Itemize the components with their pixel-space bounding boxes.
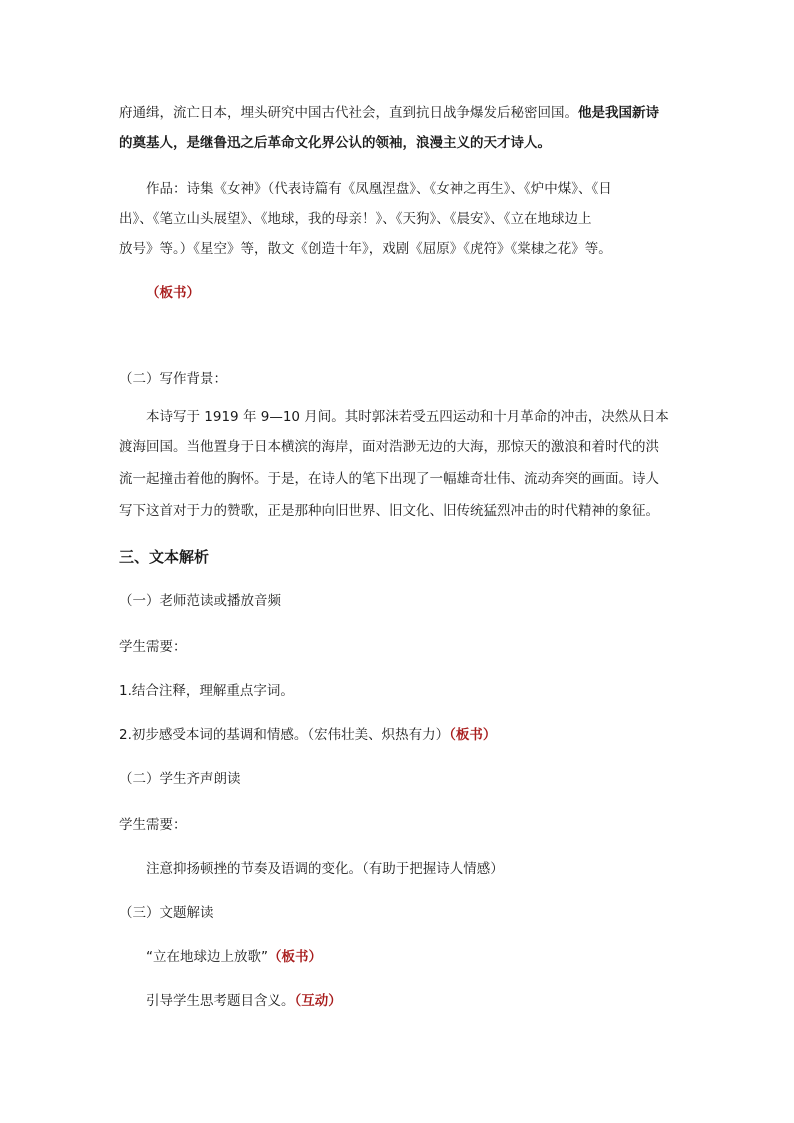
need-item-3: 注意抑扬顿挫的节奏及语调的变化。（有助于把握诗人情感） [146,861,504,877]
guide-text: 引导学生思考题目含义。 [146,993,295,1009]
works-line-3: 放号》等。）《星空》等，散文《创造十年》，戏剧《屈原》《虎符》《棠棣之花》等。 [119,241,612,257]
need-item-2-text: 2.初步感受本词的基调和情感。（宏伟壮美、炽热有力） [119,727,450,743]
background-line-2: 渡海回国。当他置身于日本横滨的海岸，面对浩渺无边的大海，那惊天的激浪和着时代的洪 [119,439,659,455]
works-line-2: 出》、《笔立山头展望》、《地球，我的母亲！》、《天狗》、《晨安》、《立在地球边上 [119,211,592,227]
bio-text: 府通缉，流亡日本，埋头研究中国古代社会，直到抗日战争爆发后秘密回国。 [119,105,578,121]
background-title: （二）写作背景： [119,371,227,387]
need-item-2 [119,725,496,745]
background-line-4: 写下这首对于力的赞歌，正是那种向旧世界、旧文化、旧传统猛烈冲击的时代精神的象征。 [119,503,659,519]
bio-line-2: 的奠基人，是继鲁迅之后革命文化界公认的领袖，浪漫主义的天才诗人。 [119,135,551,151]
need-item-1: 1.结合注释，理解重点字词。 [119,683,294,699]
section-heading: 三、文本解析 [119,548,210,566]
background-line-1: 本诗写于 1919 年 9—10 月间。其时郭沫若受五四运动和十月革命的冲击，决然从日本 [146,409,669,425]
title-quote-line [146,947,322,967]
title-quote: “立在地球边上放歌” [146,949,268,965]
blackboard-note: （板书） [268,949,322,965]
guide-line [146,991,342,1011]
subsection-3-title: （三）文题解读 [119,905,214,921]
bio-line-1 [119,103,659,123]
subsection-2-title: （二）学生齐声朗读 [119,771,241,787]
student-needs-1: 学生需要： [119,639,187,655]
background-line-3: 流一起撞击着他的胸怀。于是，在诗人的笔下出现了一幅雄奇壮伟、流动奔突的画面。诗人 [119,471,659,487]
works-line-1: 作品：诗集《女神》（代表诗篇有《凤凰涅盘》、《女神之再生》、《炉中煤》、《日 [146,181,612,197]
blackboard-note: （板书） [449,727,497,743]
subsection-1-title: （一）老师范读或播放音频 [119,593,281,609]
bio-bold-text: 他是我国新诗 [578,105,659,121]
interaction-note: （互动） [294,993,342,1009]
student-needs-2: 学生需要： [119,817,187,833]
blackboard-note: （板书） [146,285,200,301]
